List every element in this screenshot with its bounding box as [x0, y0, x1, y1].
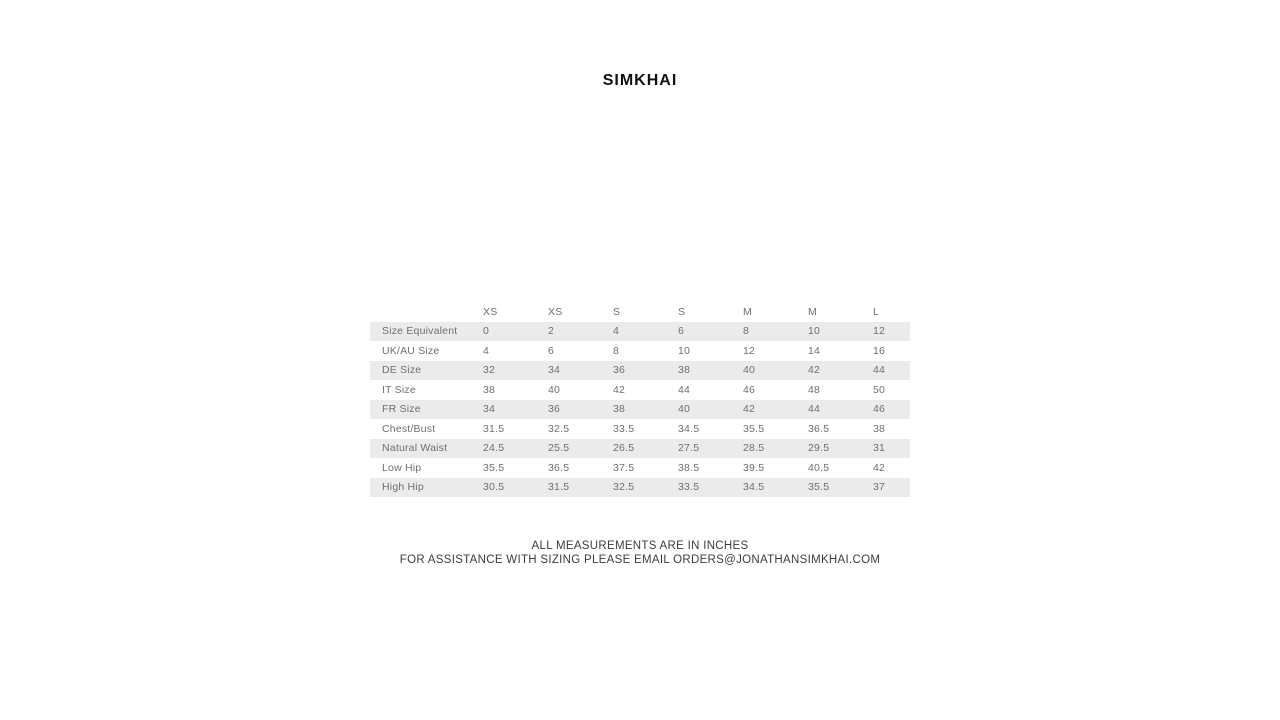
row-label: Chest/Bust [382, 422, 436, 435]
size-value-cell: 6 [548, 344, 555, 357]
size-value-cell: 28.5 [743, 442, 765, 455]
size-value-cell: 12 [873, 325, 886, 338]
table-row [370, 419, 910, 439]
size-value-cell: 37.5 [613, 461, 635, 474]
table-row [370, 341, 910, 361]
size-value-cell: 36 [613, 364, 626, 377]
size-value-cell: 46 [873, 403, 886, 416]
size-value-cell: 40 [548, 383, 561, 396]
size-value-cell: 32.5 [613, 481, 635, 494]
size-column-header: S [678, 305, 686, 318]
size-value-cell: 31.5 [548, 481, 570, 494]
size-value-cell: 35.5 [483, 461, 505, 474]
size-column-header: L [873, 305, 880, 318]
size-value-cell: 34.5 [678, 422, 700, 435]
size-value-cell: 36.5 [808, 422, 830, 435]
size-value-cell: 30.5 [483, 481, 505, 494]
size-chart-table [370, 302, 910, 497]
size-value-cell: 35.5 [808, 481, 830, 494]
size-value-cell: 4 [613, 325, 620, 338]
table-row [370, 478, 910, 498]
size-chart-container [370, 302, 910, 497]
size-value-cell: 40.5 [808, 461, 830, 474]
size-value-cell: 42 [873, 461, 886, 474]
footer-line-assistance: FOR ASSISTANCE WITH SIZING PLEASE EMAIL ORDERS@JONATHANSIMKHAI.COM [399, 554, 881, 566]
size-value-cell: 33.5 [678, 481, 700, 494]
size-chart-body [370, 322, 910, 498]
size-column-header: XS [483, 305, 498, 318]
size-value-cell: 16 [873, 344, 886, 357]
row-label: FR Size [382, 403, 421, 416]
row-label: IT Size [382, 383, 416, 396]
size-value-cell: 8 [613, 344, 620, 357]
size-value-cell: 37 [873, 481, 886, 494]
size-value-cell: 38 [678, 364, 691, 377]
size-value-cell: 36.5 [548, 461, 570, 474]
size-value-cell: 40 [678, 403, 691, 416]
footer-note [0, 539, 1280, 567]
size-value-cell: 40 [743, 364, 756, 377]
size-chart-header-row [370, 302, 910, 322]
row-label: Natural Waist [382, 442, 448, 455]
size-value-cell: 38 [483, 383, 496, 396]
size-value-cell: 35.5 [743, 422, 765, 435]
size-value-cell: 44 [678, 383, 691, 396]
size-value-cell: 6 [678, 325, 685, 338]
brand-title: SIMKHAI [602, 72, 678, 89]
table-row [370, 361, 910, 381]
size-value-cell: 2 [548, 325, 555, 338]
size-value-cell: 48 [808, 383, 821, 396]
row-label: Size Equivalent [382, 325, 458, 338]
size-value-cell: 26.5 [613, 442, 635, 455]
size-value-cell: 27.5 [678, 442, 700, 455]
size-column-header: XS [548, 305, 563, 318]
table-row [370, 322, 910, 342]
row-label: High Hip [382, 481, 424, 494]
size-value-cell: 42 [808, 364, 821, 377]
footer-line-measurements: ALL MEASUREMENTS ARE IN INCHES [531, 540, 749, 552]
size-value-cell: 10 [678, 344, 691, 357]
size-value-cell: 34 [548, 364, 561, 377]
size-column-header: M [743, 305, 752, 318]
row-label: Low Hip [382, 461, 422, 474]
header-spacer-cell [370, 302, 480, 322]
size-value-cell: 34 [483, 403, 496, 416]
size-value-cell: 31 [873, 442, 886, 455]
size-value-cell: 42 [743, 403, 756, 416]
table-row [370, 458, 910, 478]
size-value-cell: 34.5 [743, 481, 765, 494]
size-value-cell: 46 [743, 383, 756, 396]
size-value-cell: 42 [613, 383, 626, 396]
size-value-cell: 29.5 [808, 442, 830, 455]
size-value-cell: 24.5 [483, 442, 505, 455]
size-column-header: M [808, 305, 817, 318]
size-value-cell: 38 [613, 403, 626, 416]
size-value-cell: 36 [548, 403, 561, 416]
size-value-cell: 10 [808, 325, 821, 338]
row-label: DE Size [382, 364, 422, 377]
size-value-cell: 33.5 [613, 422, 635, 435]
size-value-cell: 32 [483, 364, 496, 377]
table-row [370, 400, 910, 420]
size-value-cell: 44 [808, 403, 821, 416]
size-value-cell: 38 [873, 422, 886, 435]
table-row [370, 380, 910, 400]
size-value-cell: 38.5 [678, 461, 700, 474]
size-value-cell: 32.5 [548, 422, 570, 435]
size-value-cell: 0 [483, 325, 490, 338]
size-value-cell: 50 [873, 383, 886, 396]
size-value-cell: 4 [483, 344, 490, 357]
size-value-cell: 8 [743, 325, 750, 338]
size-value-cell: 39.5 [743, 461, 765, 474]
size-column-header: S [613, 305, 621, 318]
size-value-cell: 14 [808, 344, 821, 357]
size-value-cell: 31.5 [483, 422, 505, 435]
row-label: UK/AU Size [382, 344, 440, 357]
size-value-cell: 12 [743, 344, 756, 357]
size-value-cell: 44 [873, 364, 886, 377]
table-row [370, 439, 910, 459]
size-value-cell: 25.5 [548, 442, 570, 455]
